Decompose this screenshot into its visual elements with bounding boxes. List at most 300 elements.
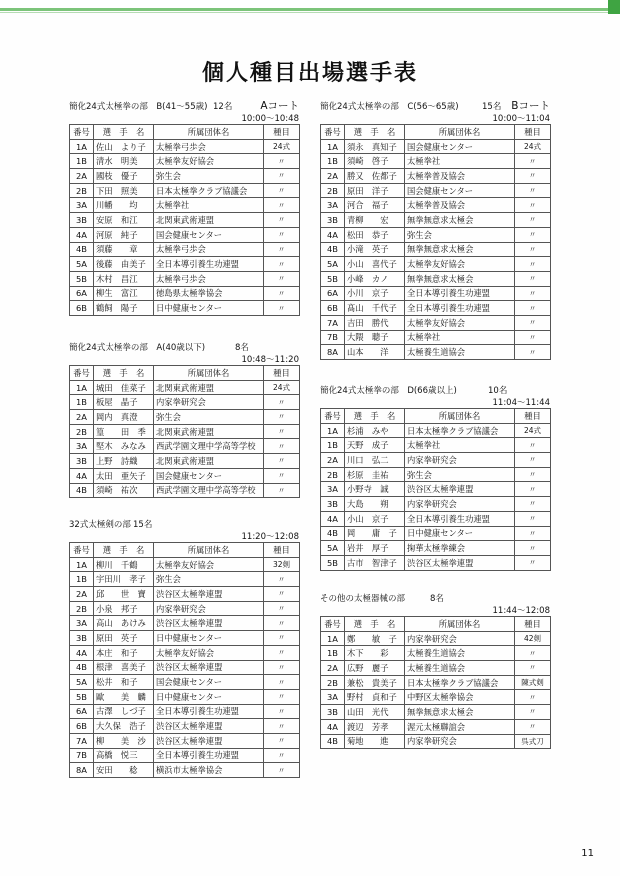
table-row [321, 315, 551, 330]
athlete-name: 髙山 千代子 [345, 301, 405, 316]
header-name: 選 手 名 [94, 543, 154, 558]
entry-number: 6B [321, 301, 345, 316]
event-code: 〃 [264, 271, 300, 286]
athlete-name: 下田 照美 [94, 183, 154, 198]
table-row [321, 154, 551, 169]
entry-number: 3B [70, 454, 94, 469]
athlete-name: 杉原 圭祐 [345, 467, 405, 482]
table-row [321, 257, 551, 272]
event-code: 〃 [515, 719, 551, 734]
entry-number: 2A [321, 453, 345, 468]
event-code: 〃 [264, 213, 300, 228]
table-row [70, 213, 300, 228]
event-code: 〃 [264, 660, 300, 675]
event-code: 〃 [515, 526, 551, 541]
event-code: 〃 [264, 616, 300, 631]
organization: 渋谷区太極拳連盟 [154, 733, 264, 748]
athlete-name: 渡辺 芳孝 [345, 719, 405, 734]
entry-number: 1A [321, 631, 345, 646]
section-s4 [320, 100, 550, 360]
event-code: 〃 [515, 661, 551, 676]
table-row [70, 704, 300, 719]
entry-number: 5A [321, 257, 345, 272]
table-row [321, 183, 551, 198]
header-name: 選 手 名 [345, 125, 405, 140]
table-row [321, 690, 551, 705]
roster-table [69, 365, 300, 498]
entry-number: 4B [70, 242, 94, 257]
entry-number: 1A [70, 139, 94, 154]
athlete-name: 大隈 聰子 [345, 330, 405, 345]
header-org: 所属団体名 [154, 366, 264, 381]
event-code: 〃 [264, 468, 300, 483]
organization: 太極拳社 [405, 438, 515, 453]
table-row [70, 198, 300, 213]
table-row [70, 286, 300, 301]
entry-number: 4A [70, 645, 94, 660]
section-time: 11:44～12:08 [492, 606, 550, 616]
organization: 太極拳普及協会 [405, 198, 515, 213]
table-row [321, 301, 551, 316]
entry-number: 4B [321, 526, 345, 541]
court-label: Aコート [260, 100, 299, 112]
entry-number: 6B [70, 719, 94, 734]
athlete-name: 小川 京子 [345, 286, 405, 301]
athlete-name: 國枝 優子 [94, 169, 154, 184]
table-row [321, 423, 551, 438]
organization: 国会健康センター [154, 227, 264, 242]
event-code: 〃 [264, 286, 300, 301]
organization: 日中健康センター [405, 526, 515, 541]
section-count: 8名 [430, 594, 444, 604]
athlete-name: 岩井 厚子 [345, 541, 405, 556]
event-code: 〃 [515, 453, 551, 468]
table-row [321, 661, 551, 676]
header-org: 所属団体名 [405, 409, 515, 424]
table-row [70, 719, 300, 734]
event-code: 〃 [515, 286, 551, 301]
athlete-name: 野村 貞和子 [345, 690, 405, 705]
organization: 弥生会 [154, 410, 264, 425]
table-row [321, 198, 551, 213]
entry-number: 2A [321, 661, 345, 676]
event-code: 〃 [515, 541, 551, 556]
athlete-name: 古澤 しづ子 [94, 704, 154, 719]
athlete-name: 大島 朔 [345, 497, 405, 512]
table-row [70, 689, 300, 704]
page-title: 個人種目出場選手表 [201, 61, 418, 86]
organization: 北関東武術連盟 [154, 380, 264, 395]
athlete-name: 川口 弘二 [345, 453, 405, 468]
entry-number: 8A [70, 763, 94, 778]
organization: 渋谷区太極拳連盟 [154, 587, 264, 602]
event-code: 〃 [264, 587, 300, 602]
table-row [321, 453, 551, 468]
entry-number: 1B [70, 395, 94, 410]
header-name: 選 手 名 [345, 617, 405, 632]
entry-number: 4B [321, 734, 345, 749]
table-header-row [70, 366, 300, 381]
event-code: 〃 [264, 601, 300, 616]
organization: 太極拳友好協会 [405, 315, 515, 330]
entry-number: 2B [321, 467, 345, 482]
entry-number: 5B [321, 555, 345, 570]
section-count: 12名 [213, 102, 233, 112]
event-code: 〃 [515, 705, 551, 720]
section-time: 10:00～10:48 [241, 114, 299, 124]
roster-table [320, 124, 551, 360]
athlete-name: 吉田 勝代 [345, 315, 405, 330]
header-org: 所属団体名 [154, 543, 264, 558]
event-code: 〃 [264, 689, 300, 704]
section-title: 簡化24式太極拳の部 C(56～65歳) [320, 102, 459, 112]
athlete-name: 邱 世 寶 [94, 587, 154, 602]
organization: 徳島県太極拳協会 [154, 286, 264, 301]
organization: 太極拳弓歩会 [154, 242, 264, 257]
entry-number: 5A [321, 541, 345, 556]
section-time: 11:20～12:08 [241, 532, 299, 542]
entry-number: 7A [70, 733, 94, 748]
organization: 内家拳研究会 [405, 453, 515, 468]
event-code: 24式 [515, 139, 551, 154]
event-code: 〃 [264, 169, 300, 184]
table-row [70, 454, 300, 469]
organization: 全日本導引養生功連盟 [154, 704, 264, 719]
athlete-name: 板屋 晶子 [94, 395, 154, 410]
organization: 全日本導引養生功連盟 [154, 257, 264, 272]
entry-number: 2A [70, 587, 94, 602]
entry-number: 5A [70, 257, 94, 272]
athlete-name: 歐 美 麟 [94, 689, 154, 704]
table-row [70, 139, 300, 154]
entry-number: 2A [321, 169, 345, 184]
event-code: 〃 [264, 763, 300, 778]
organization: 太極拳社 [405, 154, 515, 169]
table-header-row [321, 125, 551, 140]
table-row [321, 631, 551, 646]
event-code: 〃 [264, 704, 300, 719]
table-row [321, 482, 551, 497]
entry-number: 2B [70, 601, 94, 616]
athlete-name: 須崎 祐次 [94, 483, 154, 498]
entry-number: 3B [70, 213, 94, 228]
athlete-name: 堅木 みなみ [94, 439, 154, 454]
entry-number: 4B [70, 483, 94, 498]
table-row [70, 169, 300, 184]
entry-number: 4A [321, 719, 345, 734]
header-name: 選 手 名 [345, 409, 405, 424]
table-row [321, 345, 551, 360]
athlete-name: 広野 麗子 [345, 661, 405, 676]
event-code: 陳式剣 [515, 675, 551, 690]
event-code: 〃 [515, 482, 551, 497]
table-row [321, 330, 551, 345]
section-title: 簡化24式太極拳の部 A(40歳以下) [69, 343, 206, 353]
entry-number: 4B [70, 660, 94, 675]
header-no: 番号 [321, 409, 345, 424]
event-code: 〃 [515, 198, 551, 213]
event-code: 24式 [515, 423, 551, 438]
athlete-name: 高橋 悦三 [94, 748, 154, 763]
table-row [70, 572, 300, 587]
organization: 無拳無意求太極会 [405, 213, 515, 228]
table-row [70, 380, 300, 395]
event-code: 42剣 [515, 631, 551, 646]
organization: 太極拳普及協会 [405, 169, 515, 184]
organization: 無拳無意求太極会 [405, 271, 515, 286]
organization: 太極拳友好協会 [154, 557, 264, 572]
event-code: 〃 [264, 183, 300, 198]
event-code: 〃 [264, 733, 300, 748]
entry-number: 3A [70, 439, 94, 454]
organization: 太極拳友好協会 [154, 645, 264, 660]
organization: 渋谷区太極拳連盟 [405, 482, 515, 497]
entry-number: 2B [70, 183, 94, 198]
athlete-name: 青柳 宏 [345, 213, 405, 228]
athlete-name: 菊地 進 [345, 734, 405, 749]
section-header [69, 341, 299, 353]
athlete-name: 小滝 英子 [345, 242, 405, 257]
organization: 弥生会 [405, 467, 515, 482]
table-row [70, 601, 300, 616]
entry-number: 6A [321, 286, 345, 301]
entry-number: 1B [321, 438, 345, 453]
organization: 国会健康センター [405, 139, 515, 154]
athlete-name: 小山 京子 [345, 511, 405, 526]
athlete-name: 柳 美 沙 [94, 733, 154, 748]
event-code: 〃 [515, 690, 551, 705]
header-org: 所属団体名 [405, 617, 515, 632]
athlete-name: 原田 英子 [94, 631, 154, 646]
organization: 渋谷区太極拳連盟 [154, 719, 264, 734]
athlete-name: 後藤 由美子 [94, 257, 154, 272]
event-code: 〃 [515, 511, 551, 526]
athlete-name: 城田 佳菜子 [94, 380, 154, 395]
section-s1 [69, 100, 299, 316]
entry-number: 7B [321, 330, 345, 345]
athlete-name: 木村 昌江 [94, 271, 154, 286]
organization: 太極養生道協会 [405, 661, 515, 676]
section-title: 簡化24式太極拳の部 B(41～55歳) [69, 102, 208, 112]
section-title: 簡化24式太極拳の部 D(66歳以上) [320, 386, 457, 396]
entry-number: 3B [321, 705, 345, 720]
athlete-name: 安原 和江 [94, 213, 154, 228]
table-row [70, 183, 300, 198]
table-row [321, 438, 551, 453]
header-event: 種目 [264, 366, 300, 381]
header-org: 所属団体名 [405, 125, 515, 140]
entry-number: 2A [70, 169, 94, 184]
table-header-row [70, 543, 300, 558]
table-row [70, 424, 300, 439]
header-no: 番号 [70, 543, 94, 558]
organization: 横浜市太極拳協会 [154, 763, 264, 778]
section-header [320, 100, 550, 112]
table-row [70, 631, 300, 646]
organization: 太極拳社 [405, 330, 515, 345]
athlete-name: 小峰 カノ [345, 271, 405, 286]
table-row [70, 660, 300, 675]
section-s3 [69, 518, 299, 778]
athlete-name: 木下 彩 [345, 646, 405, 661]
event-code: 〃 [515, 242, 551, 257]
event-code: 〃 [264, 572, 300, 587]
athlete-name: 岡 庸 子 [345, 526, 405, 541]
entry-number: 3A [321, 482, 345, 497]
table-row [70, 587, 300, 602]
athlete-name: 兼松 貴美子 [345, 675, 405, 690]
entry-number: 5B [70, 271, 94, 286]
table-header-row [321, 409, 551, 424]
athlete-name: 山田 光代 [345, 705, 405, 720]
entry-number: 5A [70, 675, 94, 690]
athlete-name: 須藤 章 [94, 242, 154, 257]
organization: 無拳無意求太極会 [405, 705, 515, 720]
event-code: 〃 [515, 330, 551, 345]
table-row [70, 557, 300, 572]
athlete-name: 鶴飼 陽子 [94, 301, 154, 316]
entry-number: 3A [70, 616, 94, 631]
section-time: 10:48～11:20 [241, 355, 299, 365]
event-code: 〃 [264, 719, 300, 734]
entry-number: 3B [321, 213, 345, 228]
organization: 太極養生道協会 [405, 345, 515, 360]
athlete-name: 清水 明美 [94, 154, 154, 169]
section-count: 10名 [488, 386, 508, 396]
organization: 全日本導引養生功連盟 [405, 286, 515, 301]
table-row [70, 468, 300, 483]
section-s2 [69, 341, 299, 498]
top-decorative-bar [0, 0, 620, 10]
organization: 国会健康センター [154, 675, 264, 690]
table-row [70, 410, 300, 425]
event-code: 〃 [515, 301, 551, 316]
organization: 日中健康センター [154, 301, 264, 316]
entry-number: 3B [321, 497, 345, 512]
event-code: 〃 [515, 467, 551, 482]
athlete-name: 柳川 千鶴 [94, 557, 154, 572]
organization: 国会健康センター [405, 183, 515, 198]
table-row [321, 675, 551, 690]
organization: 弥生会 [405, 227, 515, 242]
athlete-name: 鄭 敏 子 [345, 631, 405, 646]
athlete-name: 川幡 均 [94, 198, 154, 213]
event-code: 〃 [264, 301, 300, 316]
athlete-name: 本庄 和子 [94, 645, 154, 660]
athlete-name: 小山 喜代子 [345, 257, 405, 272]
corner-green-tab [608, 0, 620, 14]
entry-number: 2B [321, 675, 345, 690]
section-header [69, 518, 299, 530]
section-time: 11:04～11:44 [492, 398, 550, 408]
entry-number: 8A [321, 345, 345, 360]
table-row [70, 763, 300, 778]
section-s6 [320, 592, 550, 749]
athlete-name: 柳生 富江 [94, 286, 154, 301]
organization: 全日本導引養生功連盟 [154, 748, 264, 763]
athlete-name: 大久保 浩子 [94, 719, 154, 734]
header-event: 種目 [264, 543, 300, 558]
event-code: 〃 [264, 645, 300, 660]
table-row [321, 705, 551, 720]
event-code: 〃 [264, 454, 300, 469]
header-name: 選 手 名 [94, 125, 154, 140]
event-code: 〃 [264, 410, 300, 425]
athlete-name: 河原 純子 [94, 227, 154, 242]
organization: 日中健康センター [154, 631, 264, 646]
entry-number: 3A [321, 690, 345, 705]
event-code: 24式 [264, 139, 300, 154]
athlete-name: 天野 成子 [345, 438, 405, 453]
organization: 渋谷区太極拳連盟 [154, 616, 264, 631]
athlete-name: 松田 恭子 [345, 227, 405, 242]
organization: 内家拳研究会 [154, 395, 264, 410]
athlete-name: 小泉 邦子 [94, 601, 154, 616]
entry-number: 1A [70, 557, 94, 572]
athlete-name: 小野寺 誠 [345, 482, 405, 497]
event-code: 〃 [515, 213, 551, 228]
organization: 太極拳友好協会 [405, 257, 515, 272]
athlete-name: 古市 智津子 [345, 555, 405, 570]
organization: 日中健康センター [154, 689, 264, 704]
entry-number: 7B [70, 748, 94, 763]
entry-number: 4A [321, 511, 345, 526]
table-row [321, 139, 551, 154]
section-title: 32式太極剣の部 [69, 520, 131, 530]
header-no: 番号 [321, 125, 345, 140]
page-number: 11 [581, 848, 594, 859]
court-label: Bコート [511, 100, 550, 112]
entry-number: 3A [70, 198, 94, 213]
section-header [69, 100, 299, 112]
organization: 内家拳研究会 [405, 631, 515, 646]
table-row [321, 467, 551, 482]
table-row [70, 733, 300, 748]
roster-table [69, 124, 300, 316]
header-no: 番号 [70, 125, 94, 140]
event-code: 〃 [515, 169, 551, 184]
table-row [321, 497, 551, 512]
table-row [70, 257, 300, 272]
roster-table [69, 542, 300, 778]
table-row [70, 395, 300, 410]
organization: 太極養生道協会 [405, 646, 515, 661]
organization: 太極拳弓歩会 [154, 139, 264, 154]
athlete-name: 篁 田 季 [94, 424, 154, 439]
organization: 渋谷区太極拳連盟 [405, 555, 515, 570]
entry-number: 6B [70, 301, 94, 316]
event-code: 〃 [515, 497, 551, 512]
table-row [70, 675, 300, 690]
table-row [321, 719, 551, 734]
event-code: 〃 [264, 395, 300, 410]
athlete-name: 佐山 より子 [94, 139, 154, 154]
event-code: 〃 [264, 483, 300, 498]
table-row [70, 242, 300, 257]
table-row [321, 227, 551, 242]
event-code: 〃 [515, 183, 551, 198]
athlete-name: 原田 洋子 [345, 183, 405, 198]
table-row [321, 511, 551, 526]
entry-number: 5B [70, 689, 94, 704]
header-event: 種目 [515, 409, 551, 424]
entry-number: 4A [70, 227, 94, 242]
event-code: 〃 [264, 439, 300, 454]
section-count: 15名 [133, 520, 153, 530]
event-code: 〃 [264, 748, 300, 763]
event-code: 〃 [515, 345, 551, 360]
entry-number: 1A [321, 139, 345, 154]
